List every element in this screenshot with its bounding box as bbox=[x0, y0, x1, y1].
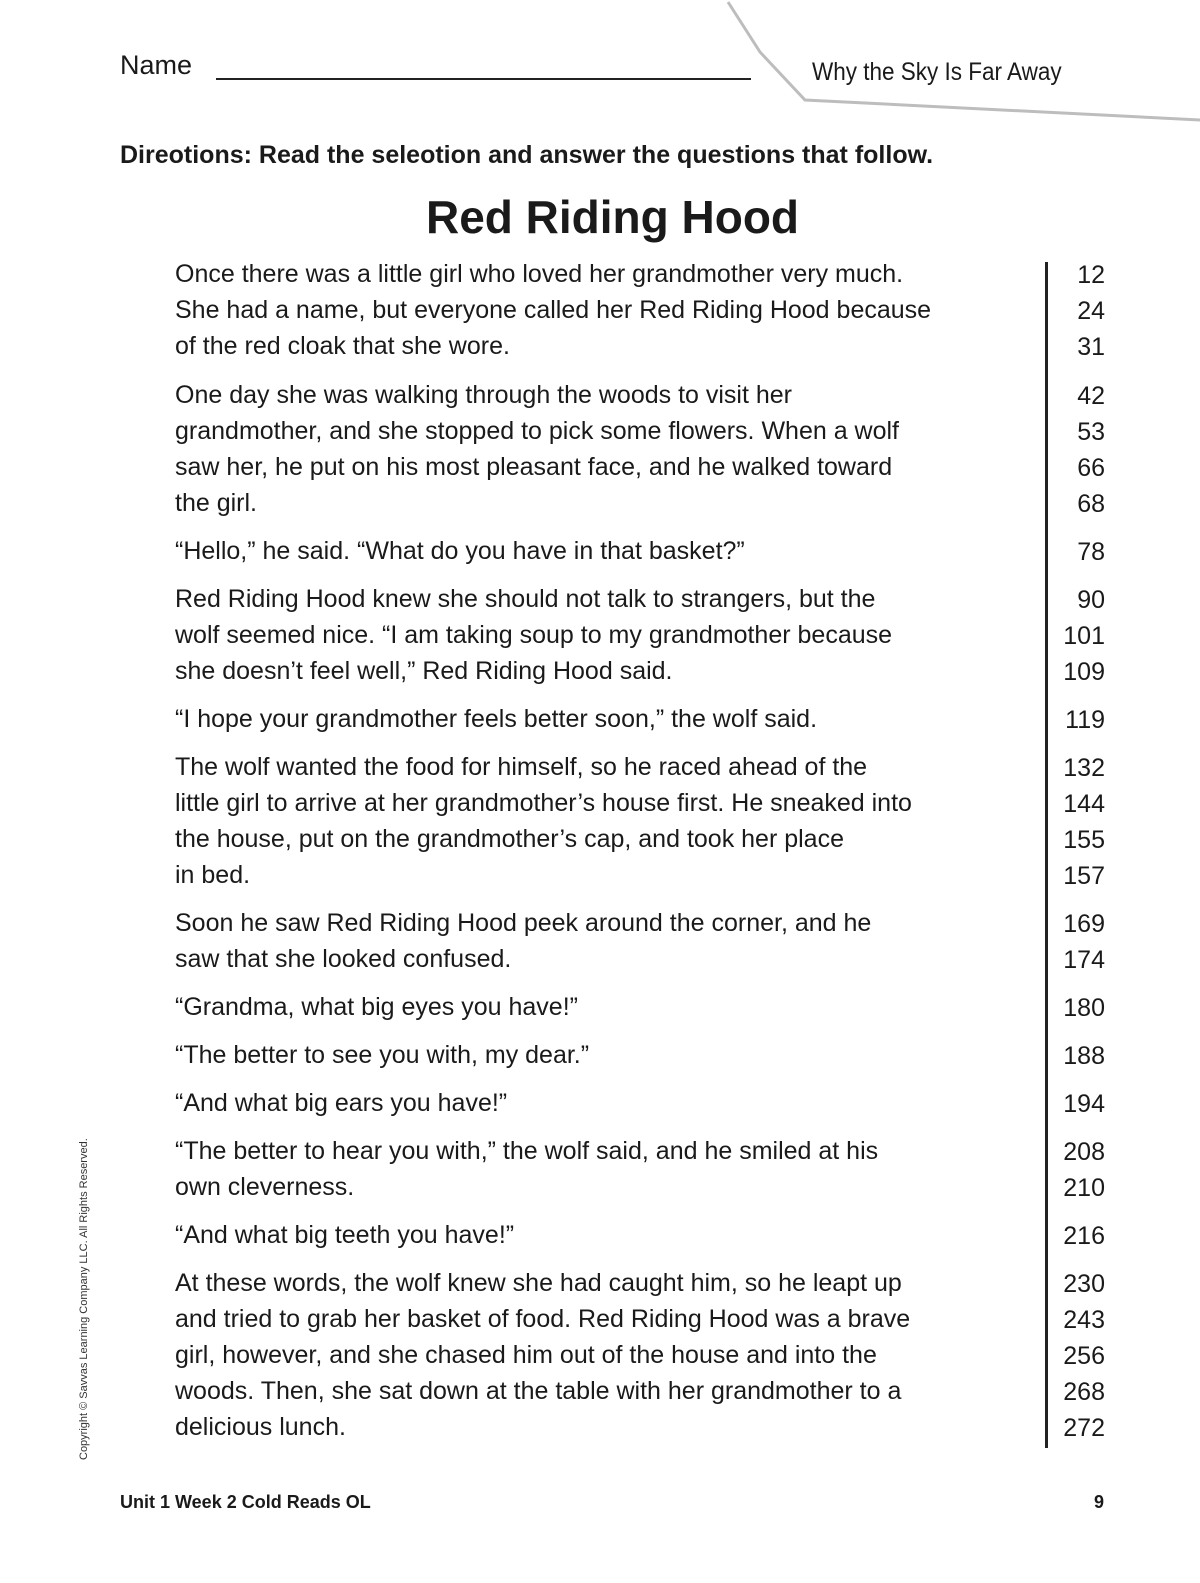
word-count: 101 bbox=[1063, 622, 1105, 650]
word-count: 109 bbox=[1063, 658, 1105, 686]
word-count: 188 bbox=[1063, 1042, 1105, 1070]
passage-line: Once there was a little girl who loved her grandmother very much. bbox=[175, 260, 904, 288]
passage-line: the girl. bbox=[175, 489, 257, 517]
word-count-divider bbox=[1045, 262, 1048, 1448]
passage-line: of the red cloak that she wore. bbox=[175, 332, 510, 360]
passage-line: One day she was walking through the woods to visit her bbox=[175, 381, 793, 409]
word-count: 144 bbox=[1063, 790, 1105, 818]
footer-unit-label: Unit 1 Week 2 Cold Reads OL bbox=[120, 1492, 371, 1512]
passage-line: “I hope your grandmother feels better soon,” the wolf said. bbox=[175, 705, 818, 733]
word-count: 132 bbox=[1063, 754, 1105, 782]
word-count: 31 bbox=[1077, 333, 1105, 361]
word-count: 24 bbox=[1077, 297, 1105, 325]
passage-line: At these words, the wolf knew she had caught him, so he leapt up bbox=[175, 1269, 902, 1297]
name-field-line bbox=[216, 78, 751, 80]
passage-line: “Hello,” he said. “What do you have in that basket?” bbox=[175, 537, 745, 565]
word-count: 90 bbox=[1077, 586, 1105, 614]
word-count: 155 bbox=[1063, 826, 1105, 854]
word-count: 243 bbox=[1063, 1306, 1105, 1334]
word-count: 68 bbox=[1077, 490, 1105, 518]
word-count: 12 bbox=[1077, 261, 1105, 289]
passage-line: The wolf wanted the food for himself, so he raced ahead of the bbox=[175, 753, 868, 781]
word-count: 230 bbox=[1063, 1270, 1105, 1298]
word-count: 169 bbox=[1063, 910, 1105, 938]
passage-line: saw that she looked confused. bbox=[175, 945, 512, 973]
word-count: 180 bbox=[1063, 994, 1105, 1022]
word-count: 53 bbox=[1077, 418, 1105, 446]
story-title: Why the Sky Is Far Away bbox=[812, 58, 1062, 86]
passage-line: Soon he saw Red Riding Hood peek around the corner, and he bbox=[175, 909, 872, 937]
passage-line: own cleverness. bbox=[175, 1173, 355, 1201]
passage-line: “The better to hear you with,” the wolf said, and he smiled at his bbox=[175, 1137, 879, 1165]
passage-line: “The better to see you with, my dear.” bbox=[175, 1041, 590, 1069]
passage-line: “Grandma, what big eyes you have!” bbox=[175, 993, 578, 1021]
passage-title: Red Riding Hood bbox=[425, 191, 800, 243]
passage-line: woods. Then, she sat down at the table with her grandmother to a bbox=[175, 1377, 902, 1405]
word-count: 256 bbox=[1063, 1342, 1105, 1370]
passage-line: She had a name, but everyone called her Red Riding Hood because bbox=[175, 296, 932, 324]
passage-line: wolf seemed nice. “I am taking soup to my grandmother because bbox=[175, 621, 893, 649]
passage-line: grandmother, and she stopped to pick some flowers. When a wolf bbox=[175, 417, 899, 445]
word-count: 272 bbox=[1063, 1414, 1105, 1442]
page-number: 9 bbox=[1094, 1492, 1105, 1512]
passage-line: “And what big ears you have!” bbox=[175, 1089, 508, 1117]
word-count: 42 bbox=[1077, 382, 1105, 410]
word-count: 210 bbox=[1063, 1174, 1105, 1202]
passage-line: “And what big teeth you have!” bbox=[175, 1221, 515, 1249]
passage-line: saw her, he put on his most pleasant face, and he walked toward bbox=[175, 453, 893, 481]
word-count: 66 bbox=[1077, 454, 1105, 482]
word-count: 157 bbox=[1063, 862, 1105, 890]
passage-line: she doesn’t feel well,” Red Riding Hood said. bbox=[175, 657, 673, 685]
word-count: 119 bbox=[1065, 706, 1105, 734]
passage-line: girl, however, and she chased him out of the house and into the bbox=[175, 1341, 877, 1369]
word-count: 174 bbox=[1063, 946, 1105, 974]
directions: Direotions: Read the seleotion and answer the questions that follow. bbox=[120, 141, 934, 169]
passage-line: in bed. bbox=[175, 861, 251, 889]
copyright-notice: Copyright © Savvas Learning Company LLC. All Rights Reserved. bbox=[78, 1138, 90, 1460]
word-count: 78 bbox=[1077, 538, 1105, 566]
name-label: Name bbox=[120, 50, 193, 80]
word-count: 216 bbox=[1063, 1222, 1105, 1250]
word-count: 194 bbox=[1063, 1090, 1105, 1118]
word-count: 208 bbox=[1063, 1138, 1105, 1166]
word-count: 268 bbox=[1063, 1378, 1105, 1406]
passage-line: the house, put on the grandmother’s cap, and took her place bbox=[175, 825, 844, 853]
passage-line: delicious lunch. bbox=[175, 1413, 346, 1441]
passage-line: and tried to grab her basket of food. Red Riding Hood was a brave bbox=[175, 1305, 911, 1333]
passage-line: little girl to arrive at her grandmother’s house first. He sneaked into bbox=[175, 789, 912, 817]
passage-line: Red Riding Hood knew she should not talk to strangers, but the bbox=[175, 585, 876, 613]
